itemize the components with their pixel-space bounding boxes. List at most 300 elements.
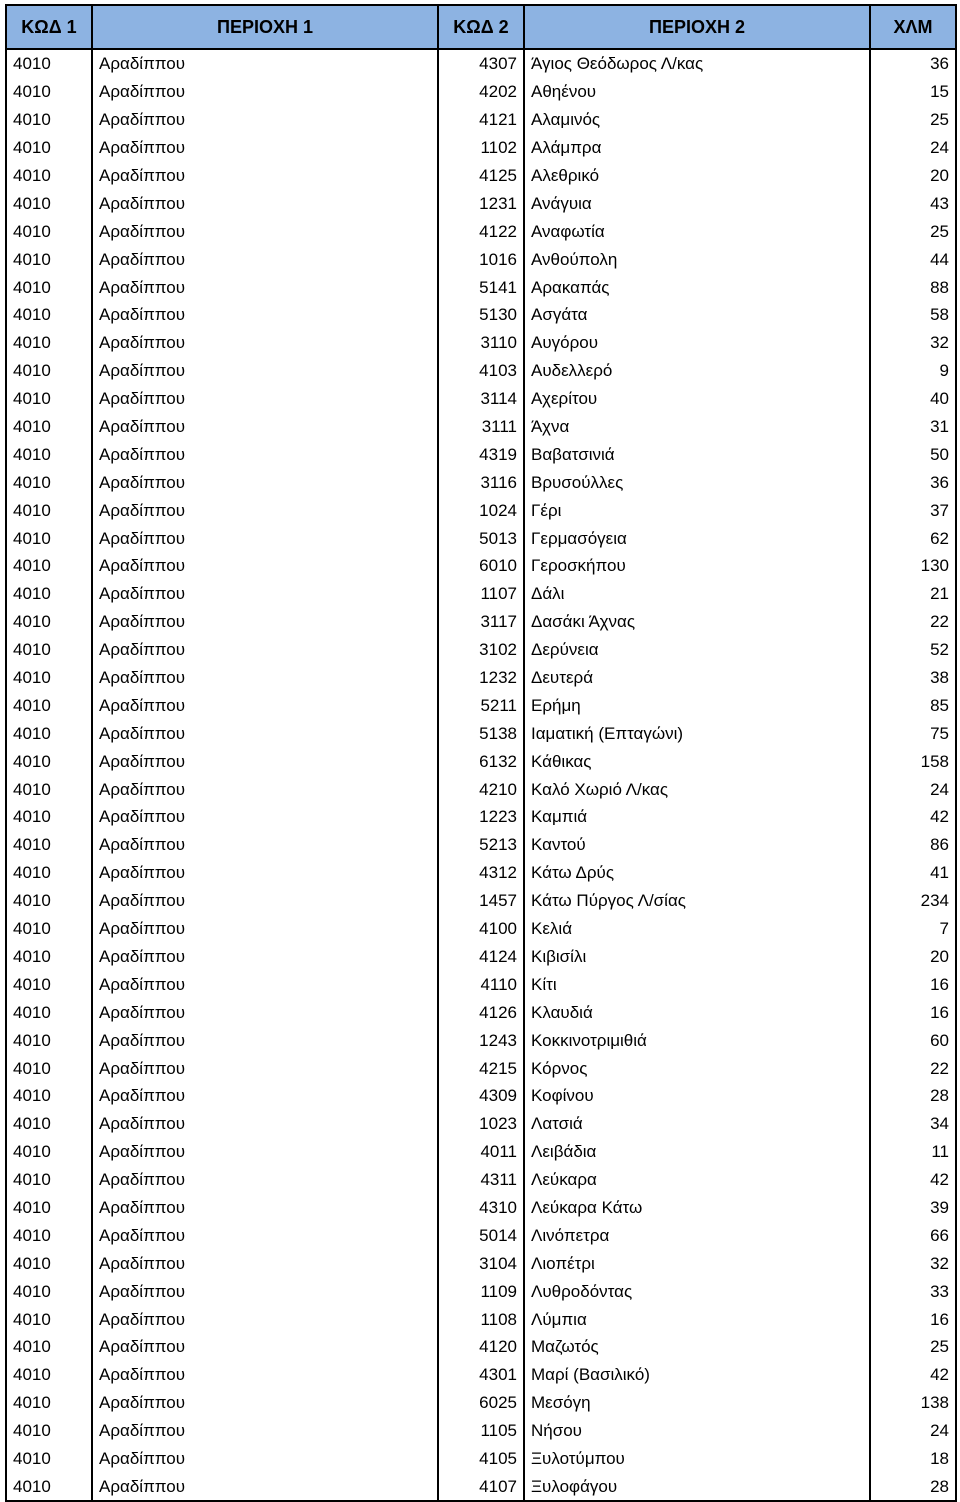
- cell-area-1: Αραδίππου: [92, 1305, 438, 1333]
- cell-area-2: Δάλι: [524, 580, 870, 608]
- cell-code-2: 4301: [438, 1361, 524, 1389]
- cell-code-2: 1105: [438, 1417, 524, 1445]
- cell-code-2: 4110: [438, 970, 524, 998]
- cell-area-2: Αλάμπρα: [524, 134, 870, 162]
- cell-km: 44: [870, 245, 956, 273]
- cell-area-2: Αυδελλερό: [524, 357, 870, 385]
- cell-code-1: 4010: [6, 329, 92, 357]
- cell-code-1: 4010: [6, 775, 92, 803]
- table-row[interactable]: [6, 1389, 956, 1417]
- table-row[interactable]: [6, 1138, 956, 1166]
- cell-code-2: 1108: [438, 1305, 524, 1333]
- cell-area-1: Αραδίππου: [92, 1221, 438, 1249]
- table-row[interactable]: [6, 1249, 956, 1277]
- cell-code-1: 4010: [6, 1333, 92, 1361]
- table-row[interactable]: [6, 440, 956, 468]
- cell-area-1: Αραδίππου: [92, 998, 438, 1026]
- cell-area-2: Άγιος Θεόδωρος Λ/κας: [524, 49, 870, 78]
- cell-code-1: 4010: [6, 608, 92, 636]
- cell-area-2: Μαρί (Βασιλικό): [524, 1361, 870, 1389]
- cell-code-1: 4010: [6, 552, 92, 580]
- table-row[interactable]: [6, 329, 956, 357]
- cell-area-1: Αραδίππου: [92, 887, 438, 915]
- cell-area-1: Αραδίππου: [92, 496, 438, 524]
- cell-code-2: 1223: [438, 803, 524, 831]
- table-row[interactable]: [6, 636, 956, 664]
- cell-code-1: 4010: [6, 301, 92, 329]
- cell-km: 40: [870, 385, 956, 413]
- cell-km: 21: [870, 580, 956, 608]
- table-row[interactable]: [6, 887, 956, 915]
- table-row[interactable]: [6, 719, 956, 747]
- cell-code-2: 6010: [438, 552, 524, 580]
- cell-km: 31: [870, 413, 956, 441]
- cell-area-1: Αραδίππου: [92, 1445, 438, 1473]
- cell-code-2: 4310: [438, 1194, 524, 1222]
- cell-area-1: Αραδίππου: [92, 664, 438, 692]
- cell-area-2: Λεύκαρα: [524, 1166, 870, 1194]
- cell-area-2: Βρυσούλλες: [524, 468, 870, 496]
- cell-area-2: Αθηένου: [524, 78, 870, 106]
- cell-code-1: 4010: [6, 580, 92, 608]
- table-row[interactable]: [6, 859, 956, 887]
- cell-area-1: Αραδίππου: [92, 524, 438, 552]
- table-body: [6, 49, 956, 1501]
- cell-code-2: 4307: [438, 49, 524, 78]
- cell-km: 158: [870, 747, 956, 775]
- cell-km: 28: [870, 1472, 956, 1501]
- cell-code-1: 4010: [6, 468, 92, 496]
- table-row[interactable]: [6, 1361, 956, 1389]
- cell-code-2: 4122: [438, 217, 524, 245]
- cell-area-1: Αραδίππου: [92, 803, 438, 831]
- cell-km: 24: [870, 134, 956, 162]
- cell-code-2: 3114: [438, 385, 524, 413]
- cell-code-1: 4010: [6, 1389, 92, 1417]
- cell-code-1: 4010: [6, 664, 92, 692]
- cell-area-1: Αραδίππου: [92, 162, 438, 190]
- header-row: [6, 5, 956, 49]
- cell-code-2: 1023: [438, 1110, 524, 1138]
- cell-area-1: Αραδίππου: [92, 1054, 438, 1082]
- cell-area-2: Κάτω Δρύς: [524, 859, 870, 887]
- cell-area-1: Αραδίππου: [92, 189, 438, 217]
- cell-area-1: Αραδίππου: [92, 831, 438, 859]
- table-row[interactable]: [6, 747, 956, 775]
- cell-km: 22: [870, 1054, 956, 1082]
- header-area-1[interactable]: ΠΕΡΙΟΧΗ 1: [92, 5, 438, 49]
- cell-code-1: 4010: [6, 1194, 92, 1222]
- cell-code-1: 4010: [6, 803, 92, 831]
- cell-area-1: Αραδίππου: [92, 1110, 438, 1138]
- table-row[interactable]: [6, 775, 956, 803]
- cell-code-2: 1107: [438, 580, 524, 608]
- table-row[interactable]: [6, 217, 956, 245]
- cell-km: 37: [870, 496, 956, 524]
- cell-code-1: 4010: [6, 134, 92, 162]
- table-row[interactable]: [6, 106, 956, 134]
- cell-area-2: Αλαμινός: [524, 106, 870, 134]
- table-row[interactable]: [6, 301, 956, 329]
- table-row[interactable]: [6, 664, 956, 692]
- cell-code-2: 4311: [438, 1166, 524, 1194]
- cell-code-2: 3110: [438, 329, 524, 357]
- header-km[interactable]: ΧΛΜ: [870, 5, 956, 49]
- cell-area-1: Αραδίππου: [92, 1026, 438, 1054]
- table-row[interactable]: [6, 245, 956, 273]
- cell-code-1: 4010: [6, 943, 92, 971]
- cell-km: 42: [870, 1166, 956, 1194]
- cell-code-2: 4312: [438, 859, 524, 887]
- cell-code-1: 4010: [6, 1138, 92, 1166]
- cell-area-1: Αραδίππου: [92, 1194, 438, 1222]
- header-code-1[interactable]: ΚΩΔ 1: [6, 5, 92, 49]
- cell-area-1: Αραδίππου: [92, 1333, 438, 1361]
- cell-km: 20: [870, 943, 956, 971]
- cell-code-1: 4010: [6, 49, 92, 78]
- cell-code-2: 3111: [438, 413, 524, 441]
- table-row[interactable]: [6, 1110, 956, 1138]
- cell-area-2: Λιοπέτρι: [524, 1249, 870, 1277]
- cell-area-2: Καλό Χωριό Λ/κας: [524, 775, 870, 803]
- cell-code-2: 5141: [438, 273, 524, 301]
- cell-code-1: 4010: [6, 413, 92, 441]
- cell-km: 39: [870, 1194, 956, 1222]
- table-row[interactable]: [6, 1333, 956, 1361]
- cell-km: 15: [870, 78, 956, 106]
- cell-area-1: Αραδίππου: [92, 134, 438, 162]
- cell-km: 42: [870, 1361, 956, 1389]
- cell-code-2: 3117: [438, 608, 524, 636]
- cell-code-2: 5014: [438, 1221, 524, 1249]
- cell-code-2: 6132: [438, 747, 524, 775]
- cell-code-1: 4010: [6, 691, 92, 719]
- cell-code-2: 4121: [438, 106, 524, 134]
- cell-area-2: Καμπιά: [524, 803, 870, 831]
- cell-area-1: Αραδίππου: [92, 636, 438, 664]
- cell-km: 25: [870, 217, 956, 245]
- table-row[interactable]: [6, 943, 956, 971]
- cell-code-1: 4010: [6, 217, 92, 245]
- table-row[interactable]: [6, 134, 956, 162]
- cell-area-1: Αραδίππου: [92, 273, 438, 301]
- cell-km: 52: [870, 636, 956, 664]
- cell-code-1: 4010: [6, 1082, 92, 1110]
- table-row[interactable]: [6, 1082, 956, 1110]
- cell-code-2: 4011: [438, 1138, 524, 1166]
- cell-code-2: 4126: [438, 998, 524, 1026]
- cell-code-2: 4120: [438, 1333, 524, 1361]
- cell-km: 11: [870, 1138, 956, 1166]
- cell-code-2: 4124: [438, 943, 524, 971]
- table-row[interactable]: [6, 496, 956, 524]
- distance-table: [5, 4, 957, 1502]
- cell-code-2: 4309: [438, 1082, 524, 1110]
- cell-code-1: 4010: [6, 78, 92, 106]
- table-row[interactable]: [6, 1277, 956, 1305]
- cell-area-2: Λυθροδόντας: [524, 1277, 870, 1305]
- cell-code-1: 4010: [6, 1249, 92, 1277]
- cell-code-1: 4010: [6, 1277, 92, 1305]
- cell-area-2: Άχνα: [524, 413, 870, 441]
- cell-code-1: 4010: [6, 636, 92, 664]
- cell-code-2: 4202: [438, 78, 524, 106]
- cell-area-2: Δασάκι Άχνας: [524, 608, 870, 636]
- cell-area-2: Γεροσκήπου: [524, 552, 870, 580]
- cell-km: 85: [870, 691, 956, 719]
- cell-km: 16: [870, 1305, 956, 1333]
- cell-code-2: 1016: [438, 245, 524, 273]
- cell-code-2: 1243: [438, 1026, 524, 1054]
- cell-km: 38: [870, 664, 956, 692]
- cell-area-1: Αραδίππου: [92, 1138, 438, 1166]
- table-row[interactable]: [6, 580, 956, 608]
- cell-area-1: Αραδίππου: [92, 329, 438, 357]
- cell-code-1: 4010: [6, 1361, 92, 1389]
- cell-area-1: Αραδίππου: [92, 1472, 438, 1501]
- cell-code-2: 3102: [438, 636, 524, 664]
- cell-area-2: Μεσόγη: [524, 1389, 870, 1417]
- cell-code-1: 4010: [6, 887, 92, 915]
- cell-area-2: Ξυλοφάγου: [524, 1472, 870, 1501]
- cell-code-1: 4010: [6, 189, 92, 217]
- cell-area-2: Αλεθρικό: [524, 162, 870, 190]
- cell-area-1: Αραδίππου: [92, 915, 438, 943]
- header-code-2[interactable]: ΚΩΔ 2: [438, 5, 524, 49]
- cell-code-2: 1102: [438, 134, 524, 162]
- cell-area-2: Κοφίνου: [524, 1082, 870, 1110]
- cell-area-2: Κιβισίλι: [524, 943, 870, 971]
- cell-area-2: Λειβάδια: [524, 1138, 870, 1166]
- cell-km: 22: [870, 608, 956, 636]
- cell-km: 9: [870, 357, 956, 385]
- cell-area-1: Αραδίππου: [92, 1166, 438, 1194]
- cell-code-1: 4010: [6, 1305, 92, 1333]
- cell-code-2: 1109: [438, 1277, 524, 1305]
- table-row[interactable]: [6, 162, 956, 190]
- table-row[interactable]: [6, 1026, 956, 1054]
- cell-km: 50: [870, 440, 956, 468]
- table-row[interactable]: [6, 468, 956, 496]
- cell-code-1: 4010: [6, 496, 92, 524]
- cell-km: 42: [870, 803, 956, 831]
- cell-area-1: Αραδίππου: [92, 217, 438, 245]
- cell-area-2: Νήσου: [524, 1417, 870, 1445]
- header-area-2[interactable]: ΠΕΡΙΟΧΗ 2: [524, 5, 870, 49]
- table-row[interactable]: [6, 998, 956, 1026]
- cell-km: 32: [870, 329, 956, 357]
- cell-area-1: Αραδίππου: [92, 78, 438, 106]
- cell-area-2: Αυγόρου: [524, 329, 870, 357]
- cell-code-2: 4103: [438, 357, 524, 385]
- cell-area-2: Δερύνεια: [524, 636, 870, 664]
- cell-area-2: Ερήμη: [524, 691, 870, 719]
- cell-area-1: Αραδίππου: [92, 747, 438, 775]
- cell-area-1: Αραδίππου: [92, 440, 438, 468]
- cell-area-2: Ανάγυια: [524, 189, 870, 217]
- cell-km: 24: [870, 775, 956, 803]
- cell-code-1: 4010: [6, 440, 92, 468]
- table-row[interactable]: [6, 524, 956, 552]
- cell-code-1: 4010: [6, 859, 92, 887]
- cell-area-1: Αραδίππου: [92, 970, 438, 998]
- table-row[interactable]: [6, 1054, 956, 1082]
- cell-code-1: 4010: [6, 1417, 92, 1445]
- cell-area-2: Κλαυδιά: [524, 998, 870, 1026]
- cell-area-2: Ξυλοτύμπου: [524, 1445, 870, 1473]
- cell-area-1: Αραδίππου: [92, 691, 438, 719]
- table-row[interactable]: [6, 552, 956, 580]
- table-row[interactable]: [6, 1472, 956, 1501]
- cell-area-1: Αραδίππου: [92, 1249, 438, 1277]
- cell-code-2: 3104: [438, 1249, 524, 1277]
- table-row[interactable]: [6, 608, 956, 636]
- cell-area-1: Αραδίππου: [92, 1082, 438, 1110]
- cell-code-1: 4010: [6, 831, 92, 859]
- cell-code-1: 4010: [6, 106, 92, 134]
- table-row[interactable]: [6, 385, 956, 413]
- cell-code-1: 4010: [6, 1026, 92, 1054]
- table-row[interactable]: [6, 1221, 956, 1249]
- cell-km: 25: [870, 1333, 956, 1361]
- cell-km: 138: [870, 1389, 956, 1417]
- cell-area-1: Αραδίππου: [92, 49, 438, 78]
- cell-area-1: Αραδίππου: [92, 385, 438, 413]
- cell-code-2: 5211: [438, 691, 524, 719]
- cell-area-2: Λατσιά: [524, 1110, 870, 1138]
- cell-area-2: Κοκκινοτριμιθιά: [524, 1026, 870, 1054]
- table-row[interactable]: [6, 1417, 956, 1445]
- cell-code-1: 4010: [6, 998, 92, 1026]
- cell-km: 60: [870, 1026, 956, 1054]
- table-row[interactable]: [6, 970, 956, 998]
- cell-code-2: 4210: [438, 775, 524, 803]
- cell-code-2: 1232: [438, 664, 524, 692]
- cell-area-1: Αραδίππου: [92, 1361, 438, 1389]
- cell-area-2: Καντού: [524, 831, 870, 859]
- cell-code-2: 4105: [438, 1445, 524, 1473]
- table-row[interactable]: [6, 413, 956, 441]
- cell-code-2: 4100: [438, 915, 524, 943]
- table-row[interactable]: [6, 915, 956, 943]
- cell-km: 36: [870, 468, 956, 496]
- cell-code-1: 4010: [6, 719, 92, 747]
- cell-area-1: Αραδίππου: [92, 580, 438, 608]
- cell-code-1: 4010: [6, 245, 92, 273]
- cell-code-1: 4010: [6, 1445, 92, 1473]
- cell-area-1: Αραδίππου: [92, 468, 438, 496]
- cell-km: 36: [870, 49, 956, 78]
- cell-code-2: 3116: [438, 468, 524, 496]
- cell-area-1: Αραδίππου: [92, 413, 438, 441]
- cell-area-2: Κίτι: [524, 970, 870, 998]
- cell-area-2: Λύμπια: [524, 1305, 870, 1333]
- cell-area-1: Αραδίππου: [92, 1277, 438, 1305]
- cell-area-2: Μαζωτός: [524, 1333, 870, 1361]
- cell-code-2: 5013: [438, 524, 524, 552]
- cell-code-2: 6025: [438, 1389, 524, 1417]
- cell-code-1: 4010: [6, 273, 92, 301]
- table-row[interactable]: [6, 1194, 956, 1222]
- cell-km: 18: [870, 1445, 956, 1473]
- cell-area-1: Αραδίππου: [92, 775, 438, 803]
- table-row[interactable]: [6, 1445, 956, 1473]
- cell-area-2: Ανθούπολη: [524, 245, 870, 273]
- cell-area-1: Αραδίππου: [92, 943, 438, 971]
- cell-code-2: 4215: [438, 1054, 524, 1082]
- cell-area-1: Αραδίππου: [92, 1417, 438, 1445]
- cell-code-2: 4125: [438, 162, 524, 190]
- cell-km: 86: [870, 831, 956, 859]
- cell-km: 75: [870, 719, 956, 747]
- cell-code-1: 4010: [6, 1110, 92, 1138]
- cell-area-2: Ιαματική (Επταγώνι): [524, 719, 870, 747]
- cell-area-2: Ασγάτα: [524, 301, 870, 329]
- cell-code-2: 4107: [438, 1472, 524, 1501]
- table-row[interactable]: [6, 1305, 956, 1333]
- cell-km: 41: [870, 859, 956, 887]
- cell-km: 20: [870, 162, 956, 190]
- cell-code-1: 4010: [6, 747, 92, 775]
- cell-code-1: 4010: [6, 162, 92, 190]
- cell-area-2: Αναφωτία: [524, 217, 870, 245]
- cell-km: 25: [870, 106, 956, 134]
- table-row[interactable]: [6, 78, 956, 106]
- cell-km: 24: [870, 1417, 956, 1445]
- cell-code-2: 5213: [438, 831, 524, 859]
- cell-code-2: 1231: [438, 189, 524, 217]
- table-row[interactable]: [6, 189, 956, 217]
- table-row[interactable]: [6, 357, 956, 385]
- cell-km: 16: [870, 970, 956, 998]
- cell-code-1: 4010: [6, 385, 92, 413]
- cell-area-1: Αραδίππου: [92, 608, 438, 636]
- cell-area-2: Αρακαπάς: [524, 273, 870, 301]
- cell-area-2: Γέρι: [524, 496, 870, 524]
- cell-area-1: Αραδίππου: [92, 357, 438, 385]
- table-row[interactable]: [6, 49, 956, 78]
- cell-km: 130: [870, 552, 956, 580]
- table-row[interactable]: [6, 831, 956, 859]
- table-row[interactable]: [6, 803, 956, 831]
- cell-area-2: Κόρνος: [524, 1054, 870, 1082]
- cell-area-2: Λεύκαρα Κάτω: [524, 1194, 870, 1222]
- cell-km: 43: [870, 189, 956, 217]
- cell-area-1: Αραδίππου: [92, 106, 438, 134]
- cell-km: 34: [870, 1110, 956, 1138]
- cell-code-1: 4010: [6, 915, 92, 943]
- cell-code-2: 4319: [438, 440, 524, 468]
- cell-area-1: Αραδίππου: [92, 859, 438, 887]
- cell-area-1: Αραδίππου: [92, 552, 438, 580]
- cell-area-2: Λινόπετρα: [524, 1221, 870, 1249]
- cell-km: 32: [870, 1249, 956, 1277]
- cell-code-1: 4010: [6, 1166, 92, 1194]
- cell-area-2: Κάθικας: [524, 747, 870, 775]
- cell-km: 66: [870, 1221, 956, 1249]
- table-row[interactable]: [6, 273, 956, 301]
- cell-code-1: 4010: [6, 524, 92, 552]
- cell-area-1: Αραδίππου: [92, 301, 438, 329]
- cell-km: 62: [870, 524, 956, 552]
- cell-area-2: Βαβατσινιά: [524, 440, 870, 468]
- cell-km: 7: [870, 915, 956, 943]
- cell-code-2: 1457: [438, 887, 524, 915]
- table-row[interactable]: [6, 691, 956, 719]
- cell-code-1: 4010: [6, 1054, 92, 1082]
- cell-code-1: 4010: [6, 357, 92, 385]
- table-row[interactable]: [6, 1166, 956, 1194]
